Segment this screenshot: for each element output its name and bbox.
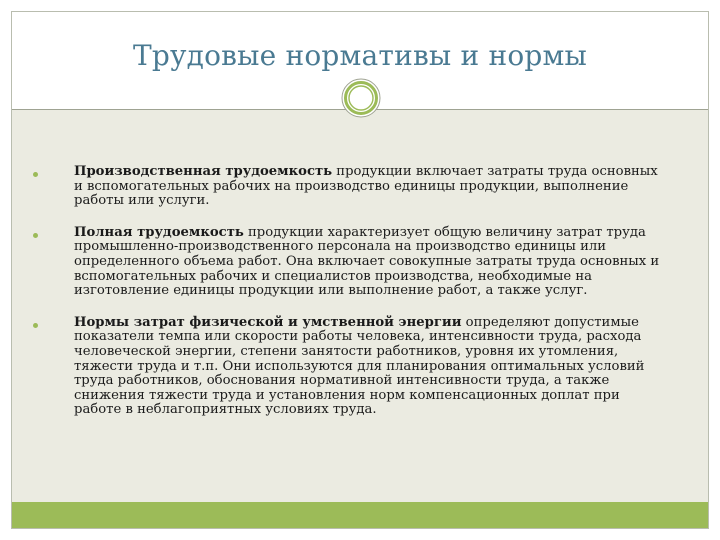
- bullet-dot-icon: [33, 323, 38, 328]
- bullet-dot-icon: [33, 233, 38, 238]
- list-item: [30, 165, 660, 209]
- slide-title: Трудовые нормативы и нормы: [133, 39, 587, 72]
- bullet-text: продукции характеризует общую величину затрат труда промышленно-производственного персонала на производство единицы или определенного объема работ. Она включает совокупные затраты труда основных и вспомогательных рабочих и специалистов производства, необходимые на изготовление единицы продукции или выполнение работ, а также услуг.: [74, 224, 660, 299]
- circle-wreath-icon: [341, 78, 381, 118]
- bullet-term: Полная трудоемкость: [74, 224, 244, 240]
- bullet-text: определяют допустимые показатели темпа или скорости работы человека, интенсивности труда, расхода человеческой энергии, степени занятости работников, уровня их утомления, тяжести труда и т.п. Они используются для планирования оптимальных условий труда работников, обоснования нормативной интенсивности труда, а также снижения тяжести труда и установления норм компенсационных доплат при работе в неблагоприятных условиях труда.: [74, 314, 645, 418]
- bottom-accent-bar: [12, 502, 708, 528]
- bullet-text: продукции включает затраты труда основных и вспомогательных рабочих на производство единицы продукции, выполнение работы или услуги.: [74, 164, 658, 209]
- list-item: [30, 226, 660, 299]
- bullet-term: Производственная трудоемкость: [74, 164, 333, 179]
- bullet-list: [30, 165, 660, 418]
- list-item: [30, 316, 660, 418]
- bullet-dot-icon: [33, 172, 38, 177]
- bullet-term: Нормы затрат физической и умственной энергии: [74, 314, 462, 330]
